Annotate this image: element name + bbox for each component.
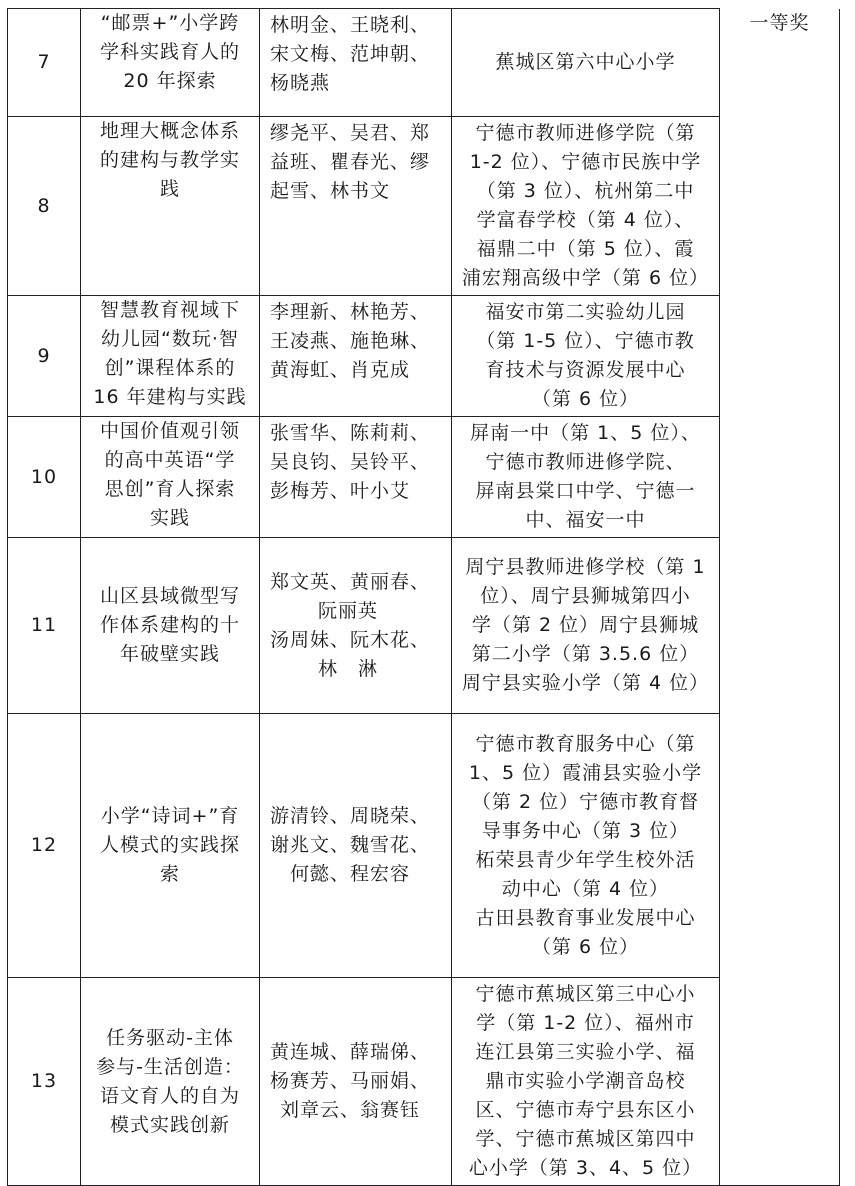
text-line: 作体系建构的十 xyxy=(99,614,240,636)
text-line: 益班、瞿春光、缪 xyxy=(270,151,431,173)
achievement-title xyxy=(81,714,260,978)
text-line: 福安市第二实验幼儿园 xyxy=(485,301,686,323)
text-line: 任务驱动-主体 xyxy=(106,1026,234,1049)
text-line: （第 6 位） xyxy=(531,388,640,410)
text-line: 的高中英语“学 xyxy=(104,449,236,471)
row-number: 11 xyxy=(8,538,81,714)
text-line: 动中心（第 4 位） xyxy=(501,877,670,900)
text-line: （第 1-5 位）、宁德市教 xyxy=(476,330,695,352)
text-line: 缪尧平、吴君、郑 xyxy=(270,122,431,144)
text-line: 学富春学校（第 4 位）、 xyxy=(476,209,695,231)
text-line: 游清铃、周晓荣、 xyxy=(270,805,431,827)
text-line: 学（第 2 位）周宁县狮城 xyxy=(471,614,700,636)
text-line: 谢兆文、魏雪花、 xyxy=(270,834,431,856)
text-line: 阮丽英 xyxy=(318,599,379,622)
text-line: 杨赛芳、马丽娟、 xyxy=(270,1070,431,1092)
text-line: “邮票+”小学跨 xyxy=(100,12,240,34)
text-line: 区、宁德市寿宁县东区小 xyxy=(475,1099,696,1121)
text-line: 智慧教育视域下 xyxy=(99,299,240,321)
authors xyxy=(260,117,452,296)
achievement-title xyxy=(81,296,260,417)
text-line: 参与-生活创造： xyxy=(96,1055,244,1078)
achievement-title xyxy=(81,9,260,117)
table-row xyxy=(8,9,840,117)
text-line: 蕉城区第六中心小学 xyxy=(495,51,676,73)
row-number: 10 xyxy=(8,417,81,538)
text-line: 刘章云、翁赛钰 xyxy=(280,1099,421,1121)
units xyxy=(452,117,720,296)
text-line: 屏南一中（第 1、5 位）、 xyxy=(470,422,701,444)
text-line: 思创”育人探索 xyxy=(104,478,236,500)
text-line: 索 xyxy=(159,863,180,885)
text-line: 林明金、王晓利、 xyxy=(270,14,431,36)
authors xyxy=(260,538,452,714)
text-line: 李理新、林艳芳、 xyxy=(270,301,431,323)
text-line: 实践 xyxy=(149,507,190,529)
row-number: 8 xyxy=(8,117,81,296)
text-line: 育技术与资源发展中心 xyxy=(485,359,686,381)
text-line: 古田县教育事业发展中心 xyxy=(475,906,696,929)
text-line: 起雪、林书文 xyxy=(270,180,391,202)
text-line: 周宁县教师进修学校（第 1 xyxy=(465,556,706,578)
units xyxy=(452,538,720,714)
text-line: 人模式的实践探 xyxy=(99,834,240,856)
achievement-title xyxy=(81,117,260,296)
text-line: 语文育人的自为 xyxy=(99,1084,240,1107)
text-line: 心小学（第 3、4、5 位） xyxy=(468,1157,703,1179)
text-line: 学（第 1-2 位）、福州市 xyxy=(476,1012,695,1034)
text-line: 1、5 位）霞浦县实验小学 xyxy=(468,761,703,784)
units xyxy=(452,714,720,978)
text-line: 何懿、程宏容 xyxy=(290,863,411,885)
text-line: 创”课程体系的 xyxy=(104,357,236,379)
text-line: 第二小学（第 3.5.6 位） xyxy=(471,643,700,665)
text-line: 模式实践创新 xyxy=(109,1113,230,1136)
text-line: 屏南县棠口中学、宁德一 xyxy=(475,480,696,502)
text-line: 山区县域微型写 xyxy=(99,585,240,607)
text-line: 践 xyxy=(159,178,180,200)
text-line: 地理大概念体系 xyxy=(99,120,240,142)
text-line: 宁德市蕉城区第三中心小 xyxy=(475,983,696,1005)
row-number: 7 xyxy=(8,9,81,117)
units xyxy=(452,9,720,117)
text-line: 福鼎二中（第 5 位）、霞 xyxy=(476,238,695,260)
text-line: 柘荣县青少年学生校外活 xyxy=(475,848,696,871)
text-line: 黄连城、薛瑞俤、 xyxy=(270,1041,431,1063)
text-line: 1-2 位）、宁德市民族中学 xyxy=(469,151,702,173)
text-line: 宁德市教师进修学院（第 xyxy=(475,122,696,144)
text-line: 幼儿园“数玩·智 xyxy=(101,328,239,350)
units xyxy=(452,417,720,538)
achievement-title xyxy=(81,417,260,538)
award-level: 一等奖 xyxy=(720,9,840,1186)
text-line: 学科实践育人的 xyxy=(99,41,240,63)
authors xyxy=(260,9,452,117)
text-line: 浦宏翔高级中学（第 6 位） xyxy=(461,267,710,289)
table-row xyxy=(8,417,840,538)
text-line: 吴良钧、吴铃平、 xyxy=(270,451,431,473)
authors xyxy=(260,978,452,1186)
text-line: （第 6 位） xyxy=(531,935,640,958)
text-line: 汤周妹、阮木花、 xyxy=(270,628,431,651)
text-line: 林 淋 xyxy=(318,657,379,680)
table-row xyxy=(8,978,840,1186)
text-line: （第 2 位）宁德市教育督 xyxy=(471,790,700,813)
text-line: 张雪华、陈莉莉、 xyxy=(270,422,431,444)
text-line: 宁德市教育服务中心（第 xyxy=(475,732,696,755)
achievement-title xyxy=(81,538,260,714)
row-number: 9 xyxy=(8,296,81,417)
row-number: 12 xyxy=(8,714,81,978)
table-row xyxy=(8,296,840,417)
table-row xyxy=(8,714,840,978)
row-number: 13 xyxy=(8,978,81,1186)
text-line: 宁德市教师进修学院、 xyxy=(485,451,686,473)
authors xyxy=(260,714,452,978)
units xyxy=(452,296,720,417)
text-line: 周宁县实验小学（第 4 位） xyxy=(461,672,710,694)
text-line: 的建构与教学实 xyxy=(99,149,240,171)
text-line: 学、宁德市蕉城区第四中 xyxy=(475,1128,696,1150)
text-line: 小学“诗词+”育 xyxy=(100,805,240,827)
text-line: 中国价值观引领 xyxy=(99,420,240,442)
text-line: 彭梅芳、叶小艾 xyxy=(270,480,411,502)
text-line: 中、福安一中 xyxy=(525,509,646,531)
table-row xyxy=(8,117,840,296)
text-line: 位）、周宁县狮城第四小 xyxy=(480,585,691,607)
text-line: （第 3 位）、杭州第二中 xyxy=(476,180,695,202)
authors xyxy=(260,296,452,417)
text-line: 鼎市实验小学潮音岛校 xyxy=(485,1070,686,1092)
award-table xyxy=(7,8,840,1186)
text-line: 年破壁实践 xyxy=(119,643,220,665)
units xyxy=(452,978,720,1186)
text-line: 宋文梅、范坤朝、 xyxy=(270,43,431,65)
text-line: 王凌燕、施艳琳、 xyxy=(270,330,431,352)
text-line: 黄海虹、肖克成 xyxy=(270,359,411,381)
text-line: 16 年建构与实践 xyxy=(93,386,247,408)
text-line: 连江县第三实验小学、福 xyxy=(475,1041,696,1063)
text-line: 20 年探索 xyxy=(123,70,217,92)
achievement-title xyxy=(81,978,260,1186)
table-row xyxy=(8,538,840,714)
text-line: 导事务中心（第 3 位） xyxy=(481,819,690,842)
authors xyxy=(260,417,452,538)
text-line: 杨晓燕 xyxy=(270,72,331,94)
text-line: 郑文英、黄丽春、 xyxy=(270,570,431,593)
